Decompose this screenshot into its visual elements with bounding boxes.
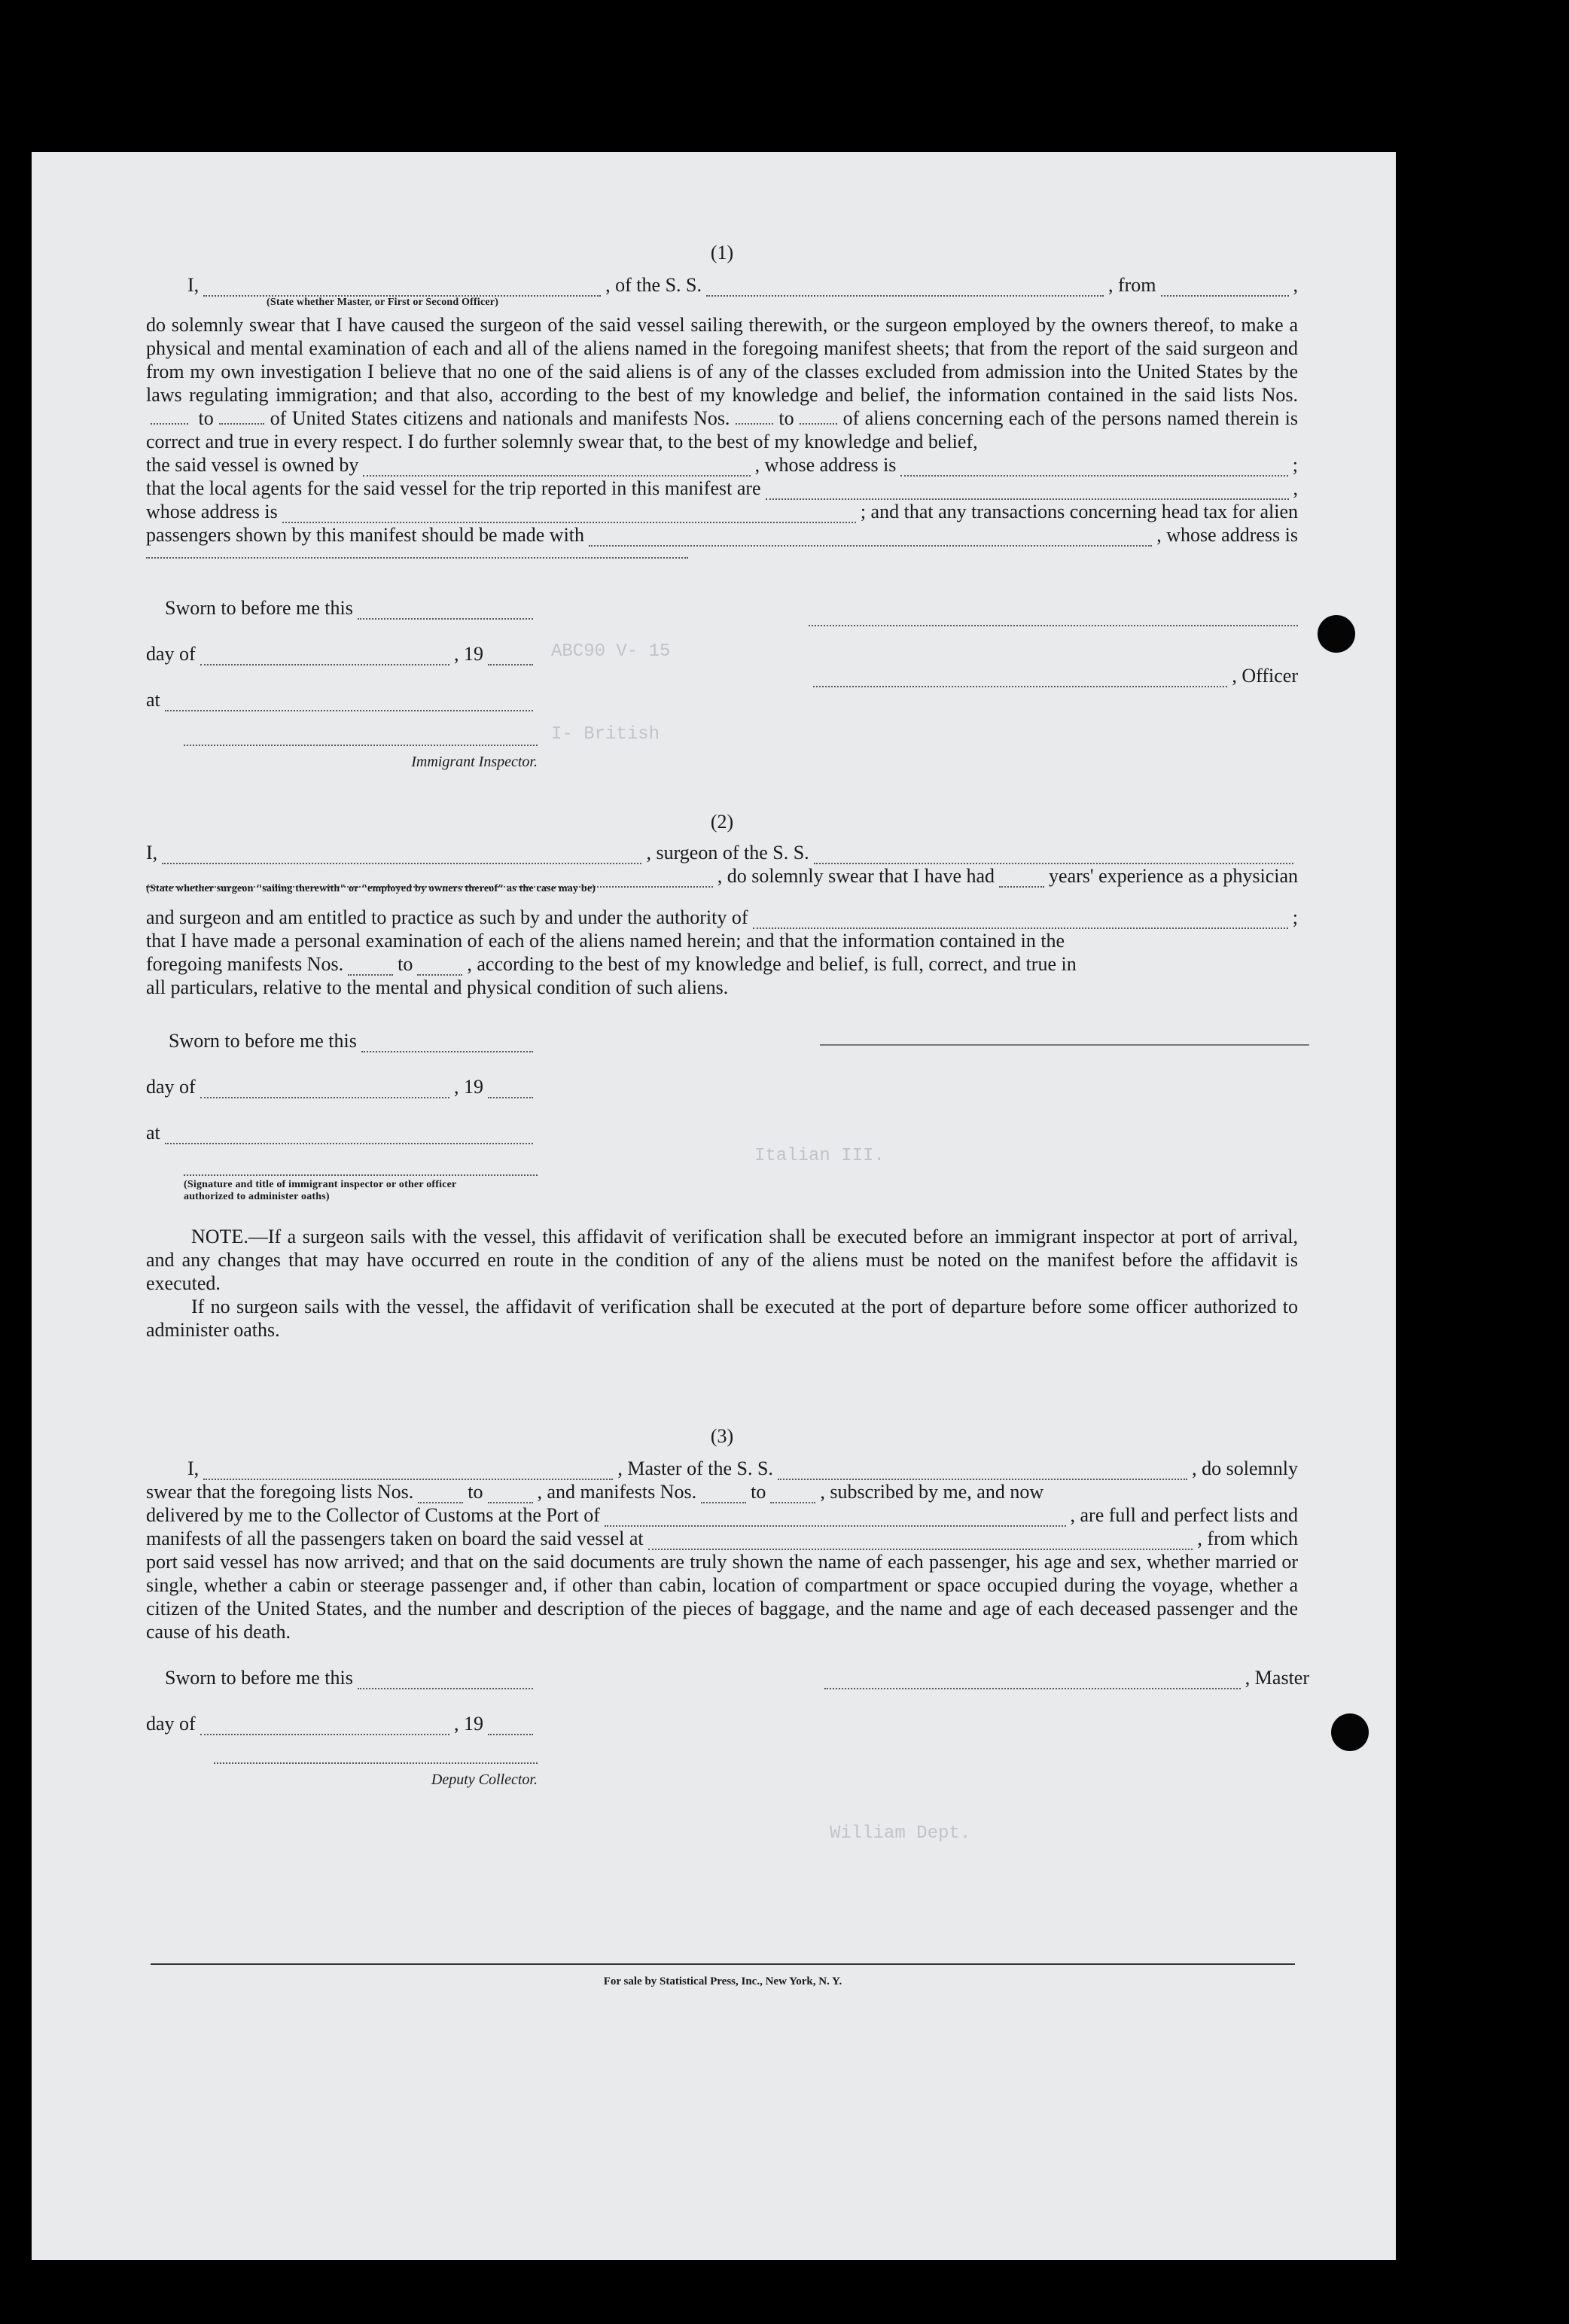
sworn-day-field[interactable] [358, 1671, 533, 1689]
punch-hole-top [1318, 615, 1355, 653]
sworn-month-field[interactable] [200, 1080, 449, 1098]
list-from-field[interactable] [151, 407, 188, 425]
manifest-to-field[interactable] [770, 1485, 815, 1503]
surgeon-ship-field[interactable] [814, 846, 1293, 864]
ship-name-field[interactable] [778, 1462, 1187, 1480]
bleedthrough-text: Italian III. [754, 1146, 885, 1166]
owner-address-field[interactable] [900, 458, 1287, 477]
punch-hole-bottom [1331, 1713, 1369, 1751]
bleedthrough-text: William Dept. [830, 1823, 971, 1844]
printer-footer: For sale by Statistical Press, Inc., New York, N. Y. [151, 1963, 1295, 1988]
section-number: (2) [710, 811, 734, 833]
officer-signature-field[interactable] [184, 1167, 538, 1176]
manifest-from-field[interactable] [736, 411, 773, 425]
sworn-day-field[interactable] [358, 602, 533, 620]
sworn-place-field[interactable] [165, 693, 533, 711]
section-number: (1) [710, 242, 734, 263]
sworn-place-field[interactable] [165, 1126, 533, 1144]
master-name-field[interactable] [203, 1462, 613, 1480]
oath-block-2: Sworn to before me this day of , 19 at (Signature and title of immigrant inspector or other officer authorized to administer oaths) [146, 1029, 1298, 1225]
sworn-month-field[interactable] [200, 647, 449, 666]
list-to-field[interactable] [219, 411, 264, 425]
master-name-field[interactable] [203, 279, 601, 297]
head-tax-address-field[interactable] [146, 547, 688, 559]
sworn-year-field[interactable] [488, 647, 533, 666]
sworn-year-field[interactable] [488, 1717, 533, 1735]
master-note: (State whether Master, or First or Second Officer) [267, 297, 499, 308]
bleedthrough-text: ABC90 V- 15 [551, 641, 671, 662]
agents-address-field[interactable] [282, 505, 856, 523]
master-line: I, , of the S. S. , from , [187, 274, 1298, 296]
surgeon-name-field[interactable] [162, 846, 641, 864]
surgeon-note: (State whether surgeon "sailing therewith" or "employed by owners thereof" as the case may be) [146, 883, 596, 894]
section-3: (3) I, , Master of the S. S. , do solemnly swear that the foregoing lists Nos. to , and manifests Nos. to , subscribed by me, and now delivered by me to the Collector of Customs at the Port of , are full and perfect lists and manifests of all the passengers taken on board the said vessel at , from which port said vessel has now arrived; and that on the said documents are truly shown the name of each passenger, his age and sex, whether married or single, whether a cabin or steerage passenger and, if other than cabin, location of compartment or space occupied during the voyage, whether a citizen of the United States, and the number and description of the pieces of baggage, and the name and age of each deceased passenger and the cause of his death. Sworn to before me this day of , 19 Deputy Collector. , Master [146, 1424, 1298, 1817]
section-1: (1) I, , of the S. S. , from , (State whether Master, or First or Second Officer) do solemnly swear that I have caused the surgeon of the said vessel sailing therewith, or the surgeon employed by the owners thereof, to make a physical and mental examination of each and all of the aliens named in the foregoing manifest sheets; that from the report of the said surgeon and from my own investigation I believe that no one of the said aliens is of any of the classes excluded from admission into the United States by the laws regulating immigration; and that also, according to the best of my knowledge and belief, the information contained in the said lists Nos. to of United States citizens and nationals and manifests Nos. to of aliens concerning each of the persons named therein is correct and true in every respect. I do further solemnly swear that, to the best of my knowledge and belief, the said vessel is owned by , whose address is ; that the local agents for the said vessel for the trip reported in this manifest are , whose address is ; and that any transactions concerning head tax for alien passengers shown by this manifest should be made with , whose address is Sworn to before me this day of , 19 at Immigrant Inspector. , Officer [146, 241, 1298, 807]
departure-port-field[interactable] [648, 1532, 1193, 1550]
oath-block-1: Sworn to before me this day of , 19 at Immigrant Inspector. , Officer [146, 597, 1298, 770]
manifest-from-field[interactable] [348, 958, 393, 976]
officer-title-field[interactable] [813, 669, 1227, 687]
bleedthrough-text: I- British [551, 724, 660, 745]
owner-field[interactable] [363, 458, 750, 477]
authority-field[interactable] [753, 911, 1288, 929]
section-2: (2) I, , surgeon of the S. S. , do solemnly swear that I have had years' experience as a physician (State whether surgeon "sailing therewith" or "employed by owners thereof" as the case may be) and surgeon and am entitled to practice as such by and under the authority of ; that I have made a personal examination of each of the aliens named herein; and that the information contained in the foregoing manifests Nos. to , according to the best of my knowledge and belief, is full, correct, and true in all particulars, relative to the mental and physical condition of such aliens. Sworn to before me this day of , 19 at (Signature and title of immigrant inspector or other officer authorized to administer oaths) NOTE.—If a surgeon sails with the vessel, this affidavit of verification shall be executed before an immigrant inspector at port of arrival, and any changes that may have occurred en route in the condition of any of the aliens must be noted on the manifest before the affidavit is executed. If no surgeon sails with the vessel, the affidavit of verification shall be executed at the port of departure before some officer authorized to administer oaths. [146, 810, 1298, 1342]
sworn-month-field[interactable] [200, 1717, 449, 1735]
list-to-field[interactable] [488, 1485, 533, 1503]
note-paragraph: NOTE.—If a surgeon sails with the vessel, this affidavit of verification shall be executed before an immigrant inspector at port of arrival, and any changes that may have occurred en route in the condition of any of the aliens must be noted on the manifest before the affidavit is executed. [146, 1226, 1298, 1294]
sworn-year-field[interactable] [488, 1080, 533, 1098]
manifest-from-field[interactable] [701, 1485, 746, 1503]
inspector-signature-field[interactable] [184, 734, 538, 746]
list-from-field[interactable] [418, 1485, 463, 1503]
affidavit-document [146, 241, 1309, 1817]
oath-block-3: Sworn to before me this day of , 19 Deputy Collector. , Master [146, 1667, 1309, 1788]
manifest-to-field[interactable] [417, 958, 462, 976]
section-number: (3) [710, 1425, 734, 1447]
sworn-day-field[interactable] [361, 1034, 533, 1052]
note-paragraph-2: If no surgeon sails with the vessel, the affidavit of verification shall be executed at the port of departure before some officer authorized to administer oaths. [146, 1296, 1298, 1341]
head-tax-contact-field[interactable] [589, 528, 1152, 547]
surgeon-signature-field[interactable] [820, 1029, 1309, 1046]
local-agents-field[interactable] [766, 482, 1289, 500]
port-field[interactable] [605, 1509, 1066, 1527]
years-experience-field[interactable] [999, 870, 1044, 888]
from-port-field[interactable] [1161, 279, 1289, 297]
master-signature-field[interactable] [824, 1671, 1241, 1689]
ship-name-field[interactable] [706, 279, 1104, 297]
manifest-to-field[interactable] [800, 411, 837, 425]
officer-signature-field[interactable] [809, 604, 1298, 626]
deputy-signature-field[interactable] [214, 1758, 538, 1764]
